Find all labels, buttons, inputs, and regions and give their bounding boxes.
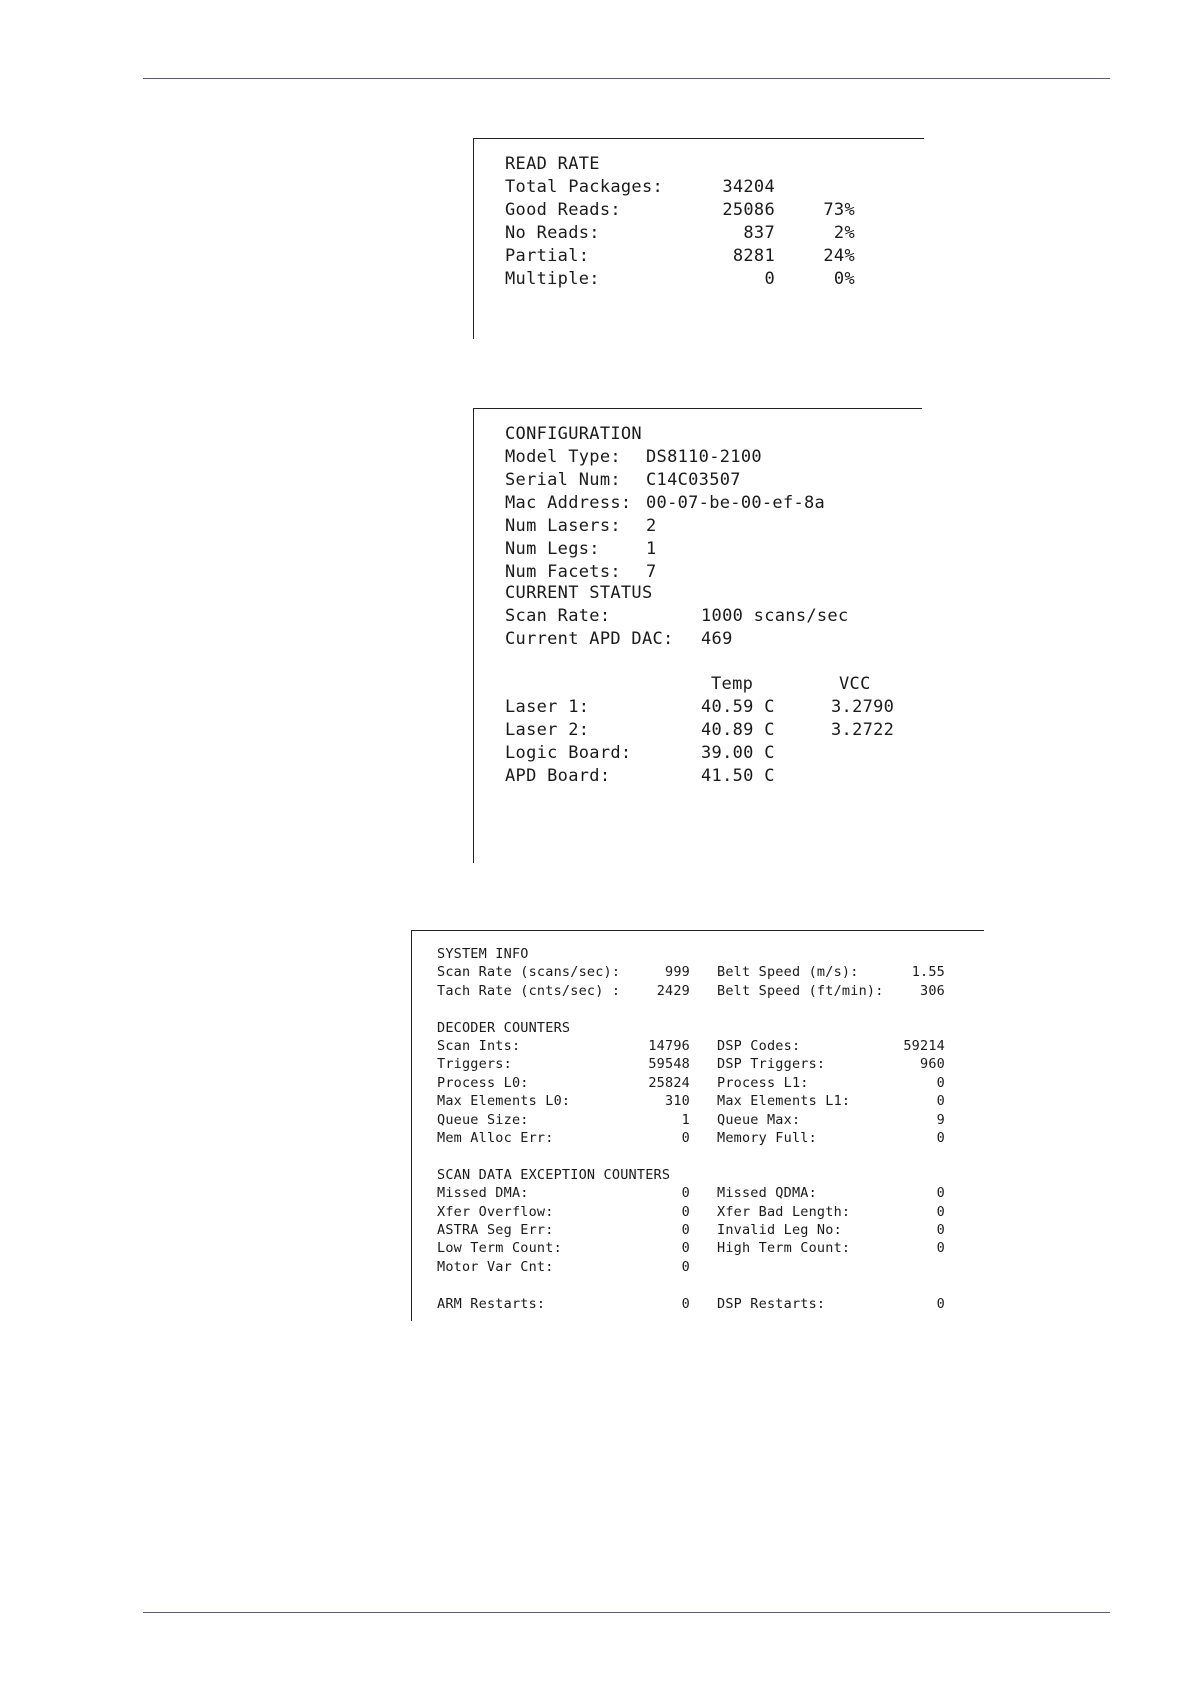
config-row [505, 538, 905, 561]
right-value: 0 [936, 1203, 945, 1220]
sensor-row [505, 696, 905, 719]
read-rate-panel [473, 138, 924, 339]
config-row [505, 561, 905, 584]
right-value: 0 [936, 1074, 945, 1091]
right-label: Belt Speed (ft/min): [717, 982, 884, 999]
sensor-vcc: 3.2790 [831, 697, 895, 717]
system-info-title [437, 945, 957, 963]
sensor-vcc: 3.2722 [831, 720, 895, 740]
row-percent: 73% [823, 200, 855, 220]
row-label: Num Lasers: [505, 516, 621, 536]
right-label: Invalid Leg No: [717, 1222, 842, 1238]
right-value: 0 [936, 1185, 945, 1202]
restart-row [437, 1295, 957, 1313]
left-label: Scan Rate (scans/sec): [437, 964, 621, 981]
right-value: 960 [920, 1056, 945, 1073]
row-label: Current APD DAC: [505, 629, 674, 649]
left-value: 0 [681, 1203, 690, 1220]
row-count: 34204 [722, 177, 775, 197]
row-value: 2 [646, 516, 657, 536]
row-value: 469 [701, 629, 733, 649]
right-label: Max Elements L1: [717, 1093, 851, 1110]
sensor-header-row [505, 673, 905, 696]
left-value: 0 [681, 1185, 690, 1202]
row-percent: 0% [833, 269, 855, 289]
row-count: 0 [764, 269, 775, 289]
sensor-label: Laser 1: [505, 697, 590, 717]
decoder-row [437, 1055, 957, 1073]
read-rate-row [505, 199, 865, 222]
left-label: Max Elements L0: [437, 1093, 571, 1110]
left-value: 14796 [648, 1038, 690, 1054]
exception-row [437, 1203, 957, 1221]
left-value: 999 [665, 964, 690, 981]
read-rate-row [505, 176, 865, 199]
decoder-row [437, 1037, 957, 1055]
row-label: Num Legs: [505, 539, 600, 559]
left-value: 0 [681, 1295, 690, 1312]
right-value: 59214 [903, 1038, 945, 1054]
row-label: Mac Address: [505, 493, 632, 513]
decoder-counters-title [437, 1019, 957, 1037]
row-label: No Reads: [505, 223, 600, 243]
config-row [505, 446, 905, 469]
right-label: High Term Count: [717, 1240, 851, 1257]
right-label: Process L1: [717, 1074, 809, 1091]
decoder-row [437, 1129, 957, 1147]
left-value: 2429 [656, 982, 690, 999]
right-value: 0 [936, 1093, 945, 1110]
row-label: Good Reads: [505, 200, 621, 220]
left-value: 0 [681, 1222, 690, 1238]
right-value: 0 [936, 1130, 945, 1146]
decoder-row [437, 1111, 957, 1129]
left-value: 59548 [648, 1056, 690, 1073]
right-label: Belt Speed (m/s): [717, 964, 859, 981]
left-label: Tach Rate (cnts/sec) : [437, 982, 621, 999]
left-value: 0 [681, 1130, 690, 1146]
right-label: DSP Triggers: [717, 1056, 826, 1073]
right-label: DSP Codes: [717, 1038, 801, 1054]
row-label: Scan Rate: [505, 606, 611, 626]
left-label: Missed DMA: [437, 1185, 529, 1202]
left-value: 25824 [648, 1074, 690, 1091]
system-info-title-text: SYSTEM INFO [437, 946, 529, 962]
row-percent: 24% [823, 246, 855, 266]
left-label: Xfer Overflow: [437, 1203, 554, 1220]
sensor-temp: 41.50 C [701, 766, 775, 786]
row-label: Total Packages: [505, 177, 664, 197]
exception-row [437, 1221, 957, 1239]
sensor-temp: 39.00 C [701, 743, 775, 763]
row-percent: 2% [833, 223, 855, 243]
read-rate-row [505, 245, 865, 268]
row-value: 1000 scans/sec [701, 606, 849, 626]
row-value: 1 [646, 539, 657, 559]
exception-row [437, 1239, 957, 1257]
right-value: 0 [936, 1222, 945, 1238]
row-value: C14C03507 [646, 470, 741, 490]
system-info-row [437, 982, 957, 1000]
exception-row [437, 1258, 957, 1276]
left-label: Scan Ints: [437, 1038, 521, 1054]
sensor-label: Laser 2: [505, 720, 590, 740]
config-row [505, 469, 905, 492]
row-label: Partial: [505, 246, 590, 266]
left-label: Queue Size: [437, 1111, 529, 1128]
footer-rule [143, 1612, 1110, 1613]
left-label: ARM Restarts: [437, 1295, 546, 1312]
left-label: Process L0: [437, 1074, 529, 1091]
vcc-header: VCC [839, 674, 871, 694]
decoder-counters-title-text: DECODER COUNTERS [437, 1019, 571, 1036]
exception-row [437, 1184, 957, 1202]
status-row [505, 628, 905, 651]
left-value: 1 [681, 1111, 690, 1128]
right-value: 0 [936, 1295, 945, 1312]
configuration-title: CONFIGURATION [505, 424, 642, 444]
left-label: Low Term Count: [437, 1240, 562, 1257]
row-count: 25086 [722, 200, 775, 220]
row-label: Serial Num: [505, 470, 621, 490]
right-label: Xfer Bad Length: [717, 1203, 851, 1220]
sensor-row [505, 719, 905, 742]
right-label: DSP Restarts: [717, 1295, 826, 1312]
config-row [505, 515, 905, 538]
row-value: 00-07-be-00-ef-8a [646, 493, 826, 513]
sensor-label: Logic Board: [505, 743, 632, 763]
sensor-temp: 40.59 C [701, 697, 775, 717]
row-label: Num Facets: [505, 562, 621, 582]
left-label: Mem Alloc Err: [437, 1130, 554, 1146]
system-info-panel [411, 930, 984, 1321]
read-rate-row [505, 268, 865, 291]
row-value: DS8110-2100 [646, 447, 762, 467]
decoder-row [437, 1092, 957, 1110]
left-label: Motor Var Cnt: [437, 1258, 554, 1275]
right-label: Queue Max: [717, 1111, 801, 1128]
exception-counters-title-text: SCAN DATA EXCEPTION COUNTERS [437, 1166, 671, 1183]
exception-counters-title [437, 1166, 957, 1184]
status-row [505, 605, 905, 628]
current-status-title: CURRENT STATUS [505, 583, 653, 603]
header-rule [143, 78, 1110, 79]
temp-header: Temp [711, 674, 754, 694]
right-label: Memory Full: [717, 1130, 817, 1146]
left-value: 0 [681, 1240, 690, 1257]
row-count: 837 [743, 223, 775, 243]
left-label: ASTRA Seg Err: [437, 1222, 554, 1238]
config-row [505, 492, 905, 515]
left-value: 0 [681, 1258, 690, 1275]
row-value: 7 [646, 562, 657, 582]
sensor-row [505, 765, 905, 788]
read-rate-row [505, 222, 865, 245]
row-count: 8281 [732, 246, 775, 266]
sensor-temp: 40.89 C [701, 720, 775, 740]
right-value: 306 [920, 982, 945, 999]
right-value: 1.55 [911, 964, 945, 981]
left-value: 310 [665, 1093, 690, 1110]
row-label: Model Type: [505, 447, 621, 467]
configuration-panel [473, 408, 922, 863]
right-value: 9 [936, 1111, 945, 1128]
right-value: 0 [936, 1240, 945, 1257]
left-label: Triggers: [437, 1056, 512, 1073]
sensor-label: APD Board: [505, 766, 611, 786]
right-label: Missed QDMA: [717, 1185, 817, 1202]
read-rate-title: READ RATE [505, 154, 600, 174]
decoder-row [437, 1074, 957, 1092]
sensor-row [505, 742, 905, 765]
row-label: Multiple: [505, 269, 600, 289]
system-info-row [437, 963, 957, 981]
